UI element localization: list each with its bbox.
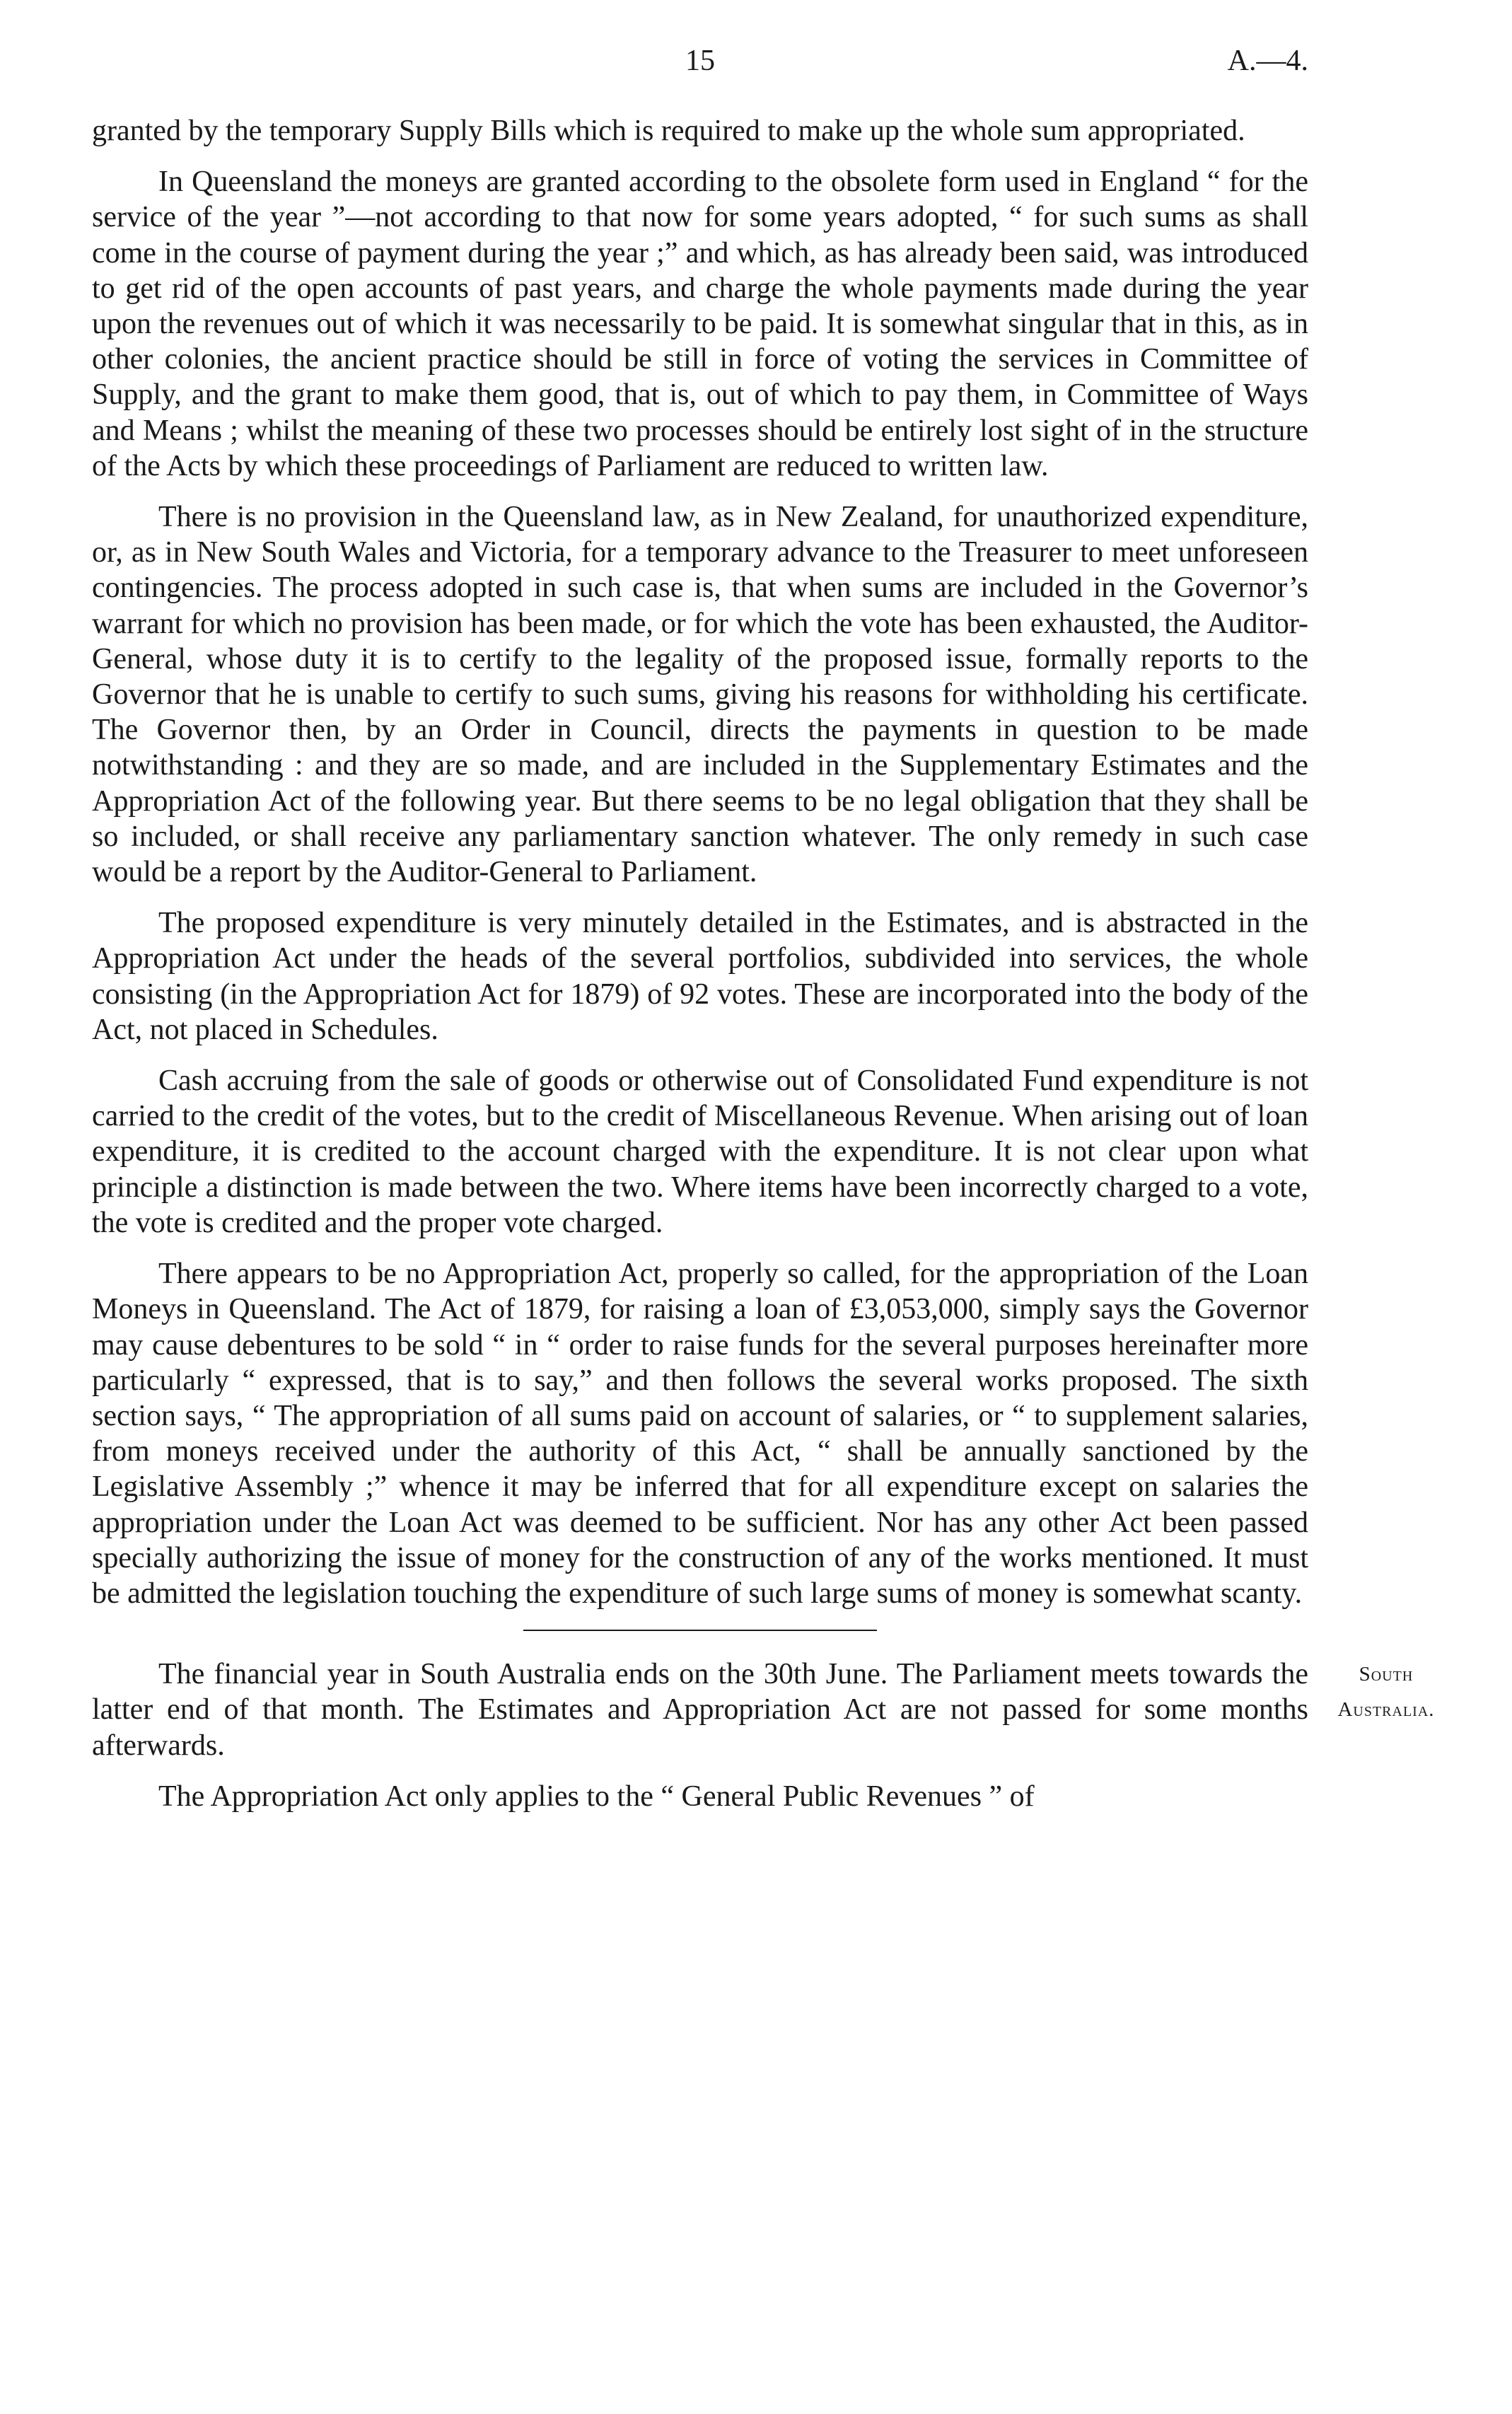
paragraph-queensland-grants: In Queensland the moneys are granted according to the obsolete form used in England “ for the service of the year ”—not according to that now for some years adopted, “ for such sums as shall come in the course of payment during the year ;” and which, as has already been said, was introduced to get rid of the open accounts of past years, and charge the whole payments made during the year upon the revenues out of which it was necessarily to be paid. It is somewhat singular that in this, as in other colonies, the ancient practice should be still in force of voting the services in Committee of Supply, and the grant to make them good, that is, out of which to pay them, in Committee of Ways and Means ; whilst the meaning of these two processes should be entirely lost sight of in the structure of the Acts by which these proceedings of Parliament are reduced to written law. <box>92 166 1308 482</box>
page-header <box>92 44 1308 86</box>
section-divider <box>523 1630 877 1631</box>
body-text <box>92 113 1435 1830</box>
document-reference: A.—4. <box>1227 45 1308 77</box>
page-number: 15 <box>685 45 715 77</box>
margin-note-south-australia <box>1333 1656 1439 1727</box>
paragraph-unauthorized-expenditure: There is no provision in the Queensland law, as in New Zealand, for unauthorized expenditure, or, as in New South Wales and Victoria, for a temporary advance to the Treasurer to meet unforeseen contingencies. The process adopted in such case is, that when sums are included in the Governor’s warrant for which no provision has been made, or for which the vote has been exhausted, the Auditor-General, whose duty it is to certify to the legality of the proposed issue, formally reports to the Governor that he is unable to certify to such sums, giving his reasons for withholding his certificate. The Governor then, by an Order in Council, directs the payments in question to be made notwithstanding : and they are so made, and are included in the Supplementary Estimates and the Appropriation Act of the following year. But there seems to be no legal obligation that they shall be so included, or shall receive any parliamentary sanction whatever. The only remedy in such case would be a report by the Auditor-General to Parliament. <box>92 501 1308 889</box>
margin-note-line-2: Australia. <box>1337 1698 1435 1722</box>
paragraph-sa-financial-year: The financial year in South Australia ends on the 30th June. The Parliament meets towards the latter end of that month. The Estimates and Appropriation Act are not passed for some months afterwards. <box>92 1658 1308 1762</box>
paragraph-loan-moneys: There appears to be no Appropriation Act, properly so called, for the appropriation of the Loan Moneys in Queensland. The Act of 1879, for raising a loan of £3,053,000, simply says the Governor may cause debentures to be sold “ in “ order to raise funds for the several purposes hereinafter more particularly “ expressed, that is to say,” and then follows the several works proposed. The sixth section says, “ The appropriation of all sums paid on account of salaries, or “ to supplement salaries, from moneys received under the authority of this Act, “ shall be annually sanctioned by the Legislative Assembly ;” whence it may be inferred that for all expenditure except on salaries the appropriation under the Loan Act was deemed to be sufficient. Nor has any other Act been passed specially authorizing the issue of money for the construction of any of the works mentioned. It must be admitted the legislation touching the expenditure of such large sums of money is somewhat scanty. <box>92 1258 1308 1610</box>
section-south-australia <box>92 1656 1435 1814</box>
margin-note-line-1: South <box>1359 1663 1414 1686</box>
paragraph-sa-appropriation-act: The Appropriation Act only applies to the “ General Public Revenues ” of <box>158 1780 1035 1813</box>
paragraph-estimates-detail: The proposed expenditure is very minutely detailed in the Estimates, and is abstracted in the Appropriation Act under the heads of the several portfolios, subdivided into services, the whole consisting (in the Appropriation Act for 1879) of 92 votes. These are incorporated into the body of the Act, not placed in Schedules. <box>92 907 1308 1046</box>
paragraph-continuation: granted by the temporary Supply Bills which is required to make up the whole sum appropriated. <box>92 115 1245 147</box>
paragraph-cash-accruing: Cash accruing from the sale of goods or otherwise out of Consolidated Fund expenditure is not carried to the credit of the votes, but to the credit of Miscellaneous Revenue. When arising out of loan expenditure, it is credited to the account charged with the expenditure. It is not clear upon what principle a distinction is made between the two. Where items have been incorrectly charged to a vote, the vote is credited and the proper vote charged. <box>92 1064 1308 1239</box>
